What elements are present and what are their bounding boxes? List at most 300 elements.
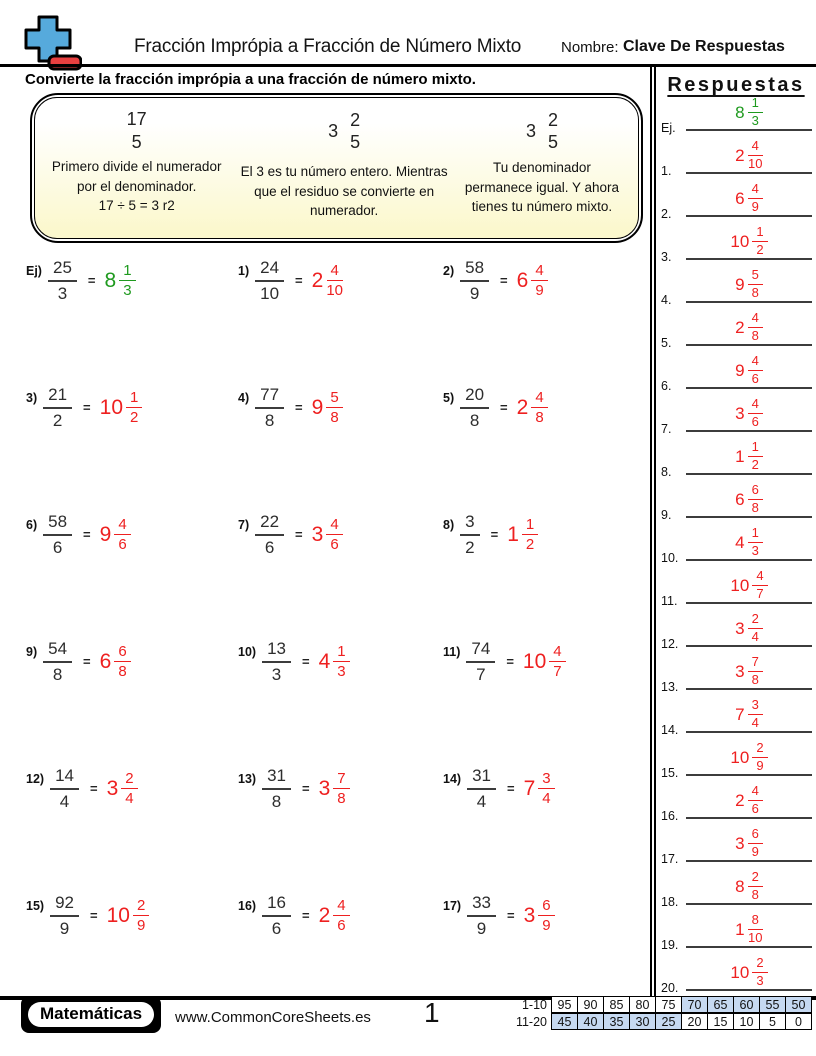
answer-fraction: [752, 569, 767, 602]
answer-row-label: 18.: [661, 895, 679, 909]
fraction-numerator: 3: [460, 512, 479, 536]
answer-fraction: [126, 389, 142, 427]
page-number: 1: [424, 997, 440, 1028]
answer-frac-denominator: 10: [747, 930, 763, 946]
equals-sign: =: [506, 654, 514, 669]
answer-frac-denominator: 6: [337, 917, 346, 934]
answer-fraction: [752, 956, 767, 989]
problem-label: 1): [238, 263, 250, 278]
answer-row: [656, 437, 816, 480]
answer-frac-denominator: 9: [756, 758, 764, 774]
answer-fraction: [121, 770, 137, 808]
improper-fraction: [262, 639, 291, 685]
answer-whole: 6: [735, 188, 745, 208]
improper-fraction: [255, 512, 284, 558]
answer-blank-line: [686, 731, 812, 733]
mixed-number-answer: [735, 483, 763, 516]
answer-whole: 1: [735, 446, 745, 466]
improper-fraction: [460, 512, 479, 558]
answer-row-label: 6.: [661, 379, 672, 393]
problem-item: [26, 766, 238, 812]
problem-item: [26, 385, 238, 431]
answer-blank-line: [686, 817, 812, 819]
answer-frac-denominator: 3: [123, 282, 132, 299]
answer-row-label: 1.: [661, 164, 672, 178]
answer-whole: 10: [730, 747, 750, 767]
mixed-number-answer: [524, 897, 555, 935]
equals-sign: =: [90, 781, 98, 796]
answer-frac-denominator: 10: [326, 282, 344, 299]
answer-frac-denominator: 4: [751, 715, 759, 731]
fraction-numerator: 16: [262, 893, 291, 917]
improper-fraction: [460, 385, 489, 431]
fraction-denominator: 6: [52, 537, 63, 557]
answer-fraction: [119, 262, 135, 300]
mixed-number-answer: [735, 268, 763, 301]
mixed-number-answer: [730, 225, 767, 258]
fraction-numerator: 31: [467, 766, 496, 790]
answer-frac-denominator: 3: [751, 113, 759, 129]
answer-frac-numerator: 7: [748, 655, 763, 672]
answer-row-value: [686, 225, 812, 258]
mixed-number-answer: [517, 262, 548, 300]
name-label: Nombre:: [561, 39, 619, 56]
answer-row: [656, 222, 816, 265]
mixed-number-answer: [735, 870, 763, 903]
grade-row: [510, 1014, 812, 1031]
answer-row-label: 15.: [661, 766, 679, 780]
equals-sign: =: [507, 781, 515, 796]
problem-item: [443, 639, 646, 685]
answer-whole: 3: [735, 833, 745, 853]
answer-blank-line: [686, 516, 812, 518]
answer-fraction: [748, 784, 763, 817]
fraction-denominator: 3: [57, 283, 68, 303]
answer-whole: 4: [735, 532, 745, 552]
answer-fraction: [549, 643, 565, 681]
answer-fraction: [748, 526, 763, 559]
mixed-number-answer: [735, 526, 763, 559]
equals-sign: =: [87, 273, 96, 288]
answer-frac-denominator: 8: [118, 663, 127, 680]
answer-whole: 2: [311, 268, 324, 292]
answer-fraction: [114, 516, 130, 554]
improper-fraction: [48, 258, 77, 304]
mixed-number-answer: [735, 96, 763, 129]
example-final-denominator: 5: [547, 132, 558, 152]
answer-row-value: [686, 397, 812, 430]
grade-cell: 50: [785, 996, 812, 1013]
grading-scale-table: [510, 997, 812, 1031]
mixed-number-answer: [730, 569, 767, 602]
mixed-number-answer: [735, 182, 763, 215]
fraction-numerator: 22: [255, 512, 284, 536]
mixed-number-answer: [312, 262, 343, 300]
fraction-numerator: 13: [262, 639, 291, 663]
answer-whole: 3: [735, 403, 745, 423]
answer-frac-numerator: 3: [748, 698, 763, 715]
fraction-numerator: 31: [262, 766, 291, 790]
answer-frac-denominator: 3: [756, 973, 764, 989]
answer-fraction: [748, 311, 763, 344]
problem-item: [238, 893, 443, 939]
improper-fraction: [255, 258, 284, 304]
example-step-2: [228, 108, 460, 232]
answer-whole: 4: [318, 649, 331, 673]
answer-blank-line: [686, 344, 812, 346]
answer-row-value: [686, 612, 812, 645]
answer-row-label: 4.: [661, 293, 672, 307]
answer-whole: 3: [311, 522, 324, 546]
grade-cell: 25: [655, 1013, 682, 1030]
answer-fraction: [326, 262, 343, 300]
answer-fraction: [333, 897, 349, 935]
fraction-numerator: 58: [43, 512, 72, 536]
answer-frac-numerator: 2: [752, 956, 767, 973]
answer-fraction: [326, 516, 342, 554]
equals-sign: =: [295, 273, 303, 288]
answer-frac-denominator: 2: [751, 457, 759, 473]
answer-frac-numerator: 8: [748, 913, 763, 930]
answer-row-value: [686, 483, 812, 516]
answer-fraction: [748, 354, 763, 387]
answer-frac-numerator: 1: [119, 262, 135, 281]
grade-cell: 15: [707, 1013, 734, 1030]
equals-sign: =: [500, 400, 508, 415]
example-mixed-number: [328, 108, 360, 154]
answer-frac-denominator: 4: [751, 629, 759, 645]
fraction-denominator: 2: [465, 537, 475, 557]
problem-label: 15): [26, 898, 45, 913]
page-title: Fracción Imprópia a Fracción de Número Mixto: [134, 36, 522, 57]
improper-fraction: [460, 258, 489, 304]
problem-label: 3): [26, 390, 38, 405]
grade-cell: 10: [733, 1013, 760, 1030]
footer: [0, 996, 816, 1036]
problem-label: 17): [443, 898, 462, 913]
answer-whole: 2: [516, 395, 529, 419]
fraction-numerator: 25: [48, 258, 77, 282]
improper-fraction: [43, 385, 72, 431]
answer-row: [656, 566, 816, 609]
answer-row-value: [686, 741, 812, 774]
answer-row-label: 20.: [661, 981, 679, 995]
answer-row-label: 13.: [661, 680, 679, 694]
problem-label: 5): [443, 390, 455, 405]
grade-cell: 80: [629, 996, 656, 1013]
answer-frac-denominator: 8: [751, 285, 759, 301]
example-final-mixed-number: [526, 108, 558, 154]
example-final-whole-number: 3: [525, 120, 536, 141]
fraction-numerator: 14: [50, 766, 79, 790]
problem-label: 12): [26, 771, 45, 786]
answer-whole: 10: [730, 962, 750, 982]
answer-blank-line: [686, 903, 812, 905]
fraction-numerator: 54: [43, 639, 72, 663]
improper-fraction: [467, 766, 496, 812]
answer-row-label: 14.: [661, 723, 679, 737]
problem-item: [443, 512, 646, 558]
answer-frac-numerator: 2: [133, 897, 149, 916]
answer-frac-denominator: 2: [130, 409, 139, 426]
answer-whole: 2: [735, 317, 745, 337]
answer-row-value: [686, 311, 812, 344]
improper-fraction: [466, 639, 495, 685]
answer-whole: 6: [516, 268, 529, 292]
mixed-number-answer: [730, 956, 767, 989]
answer-row: [656, 910, 816, 953]
answer-fraction: [752, 741, 767, 774]
answer-row-label: Ej.: [661, 121, 676, 135]
fraction-denominator: 10: [260, 283, 280, 303]
answer-row-label: 19.: [661, 938, 679, 952]
answer-fraction: [748, 397, 763, 430]
grade-cell: 40: [577, 1013, 604, 1030]
answer-frac-denominator: 6: [751, 371, 759, 387]
grade-row-label: 1-10: [521, 998, 547, 1012]
equals-sign: =: [500, 273, 508, 288]
answer-frac-denominator: 9: [751, 844, 759, 860]
grade-row-label: 11-20: [515, 1015, 547, 1029]
answer-fraction: [748, 96, 763, 129]
answer-blank-line: [686, 860, 812, 862]
answer-fraction: [748, 655, 763, 688]
improper-fraction: [43, 639, 72, 685]
example-step-3: [460, 108, 624, 232]
answer-frac-numerator: 6: [748, 827, 763, 844]
equals-sign: =: [302, 781, 310, 796]
mixed-number-answer: [735, 913, 763, 946]
grade-row: [510, 997, 812, 1014]
answer-frac-denominator: 6: [118, 536, 127, 553]
answer-frac-numerator: 4: [748, 397, 763, 414]
answer-fraction: [333, 643, 349, 681]
example-remainder-fraction: [350, 109, 360, 154]
problem-label: 2): [443, 263, 455, 278]
answer-frac-denominator: 9: [136, 917, 146, 934]
answer-frac-numerator: 6: [538, 897, 554, 916]
fraction-denominator: 6: [271, 918, 282, 938]
answer-fraction: [531, 389, 547, 427]
mixed-number-answer: [319, 770, 350, 808]
answer-row-value: [686, 913, 812, 946]
grade-cell: 65: [707, 996, 734, 1013]
answer-frac-numerator: 4: [114, 516, 130, 535]
answers-heading: Respuestas: [667, 74, 805, 96]
example-fraction: [127, 108, 147, 153]
answer-frac-numerator: 6: [748, 483, 763, 500]
fraction-denominator: 8: [469, 410, 480, 430]
answer-frac-numerator: 7: [333, 770, 349, 789]
mixed-number-answer: [524, 770, 555, 808]
mixed-number-answer: [100, 516, 131, 554]
answer-frac-numerator: 6: [114, 643, 130, 662]
answer-whole: 2: [318, 903, 331, 927]
answer-frac-numerator: 1: [752, 225, 767, 242]
mixed-number-answer: [319, 897, 350, 935]
answer-row-label: 5.: [661, 336, 672, 350]
answer-frac-denominator: 3: [751, 543, 759, 559]
answer-row: [656, 738, 816, 781]
fraction-denominator: 9: [469, 283, 480, 303]
example-remainder-denominator: 5: [350, 132, 361, 152]
answer-whole: 10: [522, 649, 547, 673]
answer-frac-numerator: 4: [327, 262, 343, 281]
answer-whole: 9: [735, 274, 745, 294]
answer-fraction: [748, 913, 763, 946]
instruction-text: Convierte la fracción imprópia a una fracción de número mixto.: [25, 71, 476, 88]
mixed-number-answer: [735, 655, 763, 688]
answer-blank-line: [686, 258, 812, 260]
answer-row: [656, 351, 816, 394]
grade-cell: 0: [785, 1013, 812, 1030]
answer-blank-line: [686, 946, 812, 948]
answer-fraction: [752, 225, 767, 258]
grade-cell: 85: [603, 996, 630, 1013]
answer-row-value: [686, 655, 812, 688]
answer-fraction: [531, 262, 547, 300]
problem-item: [238, 385, 443, 431]
grade-cell: 70: [681, 996, 708, 1013]
grade-cell: 5: [759, 1013, 786, 1030]
answer-blank-line: [686, 215, 812, 217]
answer-blank-line: [686, 387, 812, 389]
problem-item: [238, 766, 443, 812]
answer-frac-numerator: 5: [748, 268, 763, 285]
fraction-denominator: 4: [476, 791, 487, 811]
answer-fraction: [748, 139, 763, 172]
mixed-number-answer: [735, 784, 763, 817]
problem-item: [26, 512, 238, 558]
answer-frac-numerator: 2: [748, 612, 763, 629]
answer-row-label: 16.: [661, 809, 679, 823]
answer-frac-numerator: 4: [333, 897, 349, 916]
answer-row-label: 2.: [661, 207, 672, 221]
grade-cell: 90: [577, 996, 604, 1013]
answer-row: [656, 136, 816, 179]
equals-sign: =: [302, 908, 310, 923]
answer-whole: 10: [99, 395, 123, 419]
problem-label: 16): [238, 898, 257, 913]
answer-fraction: [748, 870, 763, 903]
mixed-number-answer: [517, 389, 548, 427]
answer-row-value: [686, 870, 812, 903]
answer-frac-denominator: 2: [756, 242, 764, 258]
answer-row: [656, 265, 816, 308]
answer-frac-numerator: 4: [326, 516, 342, 535]
answer-row: [656, 179, 816, 222]
problem-label: 14): [443, 771, 462, 786]
fraction-numerator: 21: [43, 385, 72, 409]
answer-frac-numerator: 2: [752, 741, 767, 758]
answer-fraction: [522, 516, 538, 554]
improper-fraction: [467, 893, 496, 939]
problem-item: [443, 766, 646, 812]
problem-item: [238, 639, 443, 685]
answer-frac-numerator: 4: [748, 311, 763, 328]
answer-frac-denominator: 10: [747, 156, 763, 172]
answer-frac-numerator: 5: [326, 389, 342, 408]
mixed-number-answer: [507, 516, 538, 554]
website-url: www.CommonCoreSheets.es: [175, 1009, 371, 1026]
problem-label: 10): [238, 644, 257, 659]
answer-frac-numerator: 4: [531, 262, 547, 281]
answer-row-value: [686, 96, 812, 129]
answer-row-value: [686, 440, 812, 473]
answer-whole: 3: [735, 661, 745, 681]
answer-frac-denominator: 2: [525, 536, 535, 553]
mixed-number-answer: [735, 397, 763, 430]
answer-whole: 7: [735, 704, 745, 724]
answer-frac-denominator: 3: [337, 663, 346, 680]
answer-row: [656, 781, 816, 824]
grade-cell: 35: [603, 1013, 630, 1030]
answer-frac-denominator: 6: [751, 801, 759, 817]
answer-whole: 6: [99, 649, 112, 673]
answer-frac-numerator: 4: [549, 643, 565, 662]
answer-whole: 3: [318, 776, 331, 800]
answer-whole: 10: [730, 575, 750, 595]
answer-frac-denominator: 4: [542, 790, 551, 807]
answer-row-label: 7.: [661, 422, 672, 436]
equals-sign: =: [295, 400, 303, 415]
equals-sign: =: [83, 400, 91, 415]
answer-fraction: [748, 612, 763, 645]
mixed-number-answer: [735, 354, 763, 387]
answer-fraction: [748, 268, 763, 301]
fraction-numerator: 74: [466, 639, 495, 663]
fraction-numerator: 33: [467, 893, 496, 917]
answer-row-label: 12.: [661, 637, 679, 651]
equals-sign: =: [83, 527, 91, 542]
answer-row-value: [686, 139, 812, 172]
answer-fraction: [114, 643, 130, 681]
problem-item: [238, 258, 443, 304]
example-final-fraction: [548, 109, 558, 154]
equals-sign: =: [302, 654, 310, 669]
mixed-number-answer: [312, 516, 343, 554]
fraction-numerator: 92: [50, 893, 79, 917]
grade-cell: 20: [681, 1013, 708, 1030]
answer-whole: 3: [735, 618, 745, 638]
example-division-equation: 17 ÷ 5 = 3 r2: [98, 198, 175, 214]
problem-label: 13): [238, 771, 257, 786]
answer-frac-numerator: 4: [752, 569, 767, 586]
example-final-numerator: 2: [547, 109, 558, 130]
answer-fraction: [333, 770, 349, 808]
answer-row-label: 8.: [661, 465, 672, 479]
answer-blank-line: [686, 430, 812, 432]
answer-frac-denominator: 8: [337, 790, 346, 807]
answer-whole: 2: [735, 790, 745, 810]
equals-sign: =: [507, 908, 515, 923]
answer-frac-denominator: 8: [751, 887, 759, 903]
answer-frac-numerator: 4: [531, 389, 547, 408]
answer-fraction: [748, 440, 763, 473]
answer-row-value: [686, 784, 812, 817]
fraction-denominator: 3: [271, 664, 282, 684]
answer-row: [656, 523, 816, 566]
answer-fraction: [133, 897, 149, 935]
answer-whole: 8: [104, 268, 117, 292]
answer-frac-numerator: 1: [522, 516, 538, 535]
mixed-number-answer: [735, 827, 763, 860]
answer-frac-denominator: 9: [542, 917, 551, 934]
answer-frac-denominator: 8: [751, 672, 759, 688]
answer-blank-line: [686, 473, 812, 475]
example-step-1-text: Primero divide el numerador por el denominador.: [51, 159, 222, 194]
problems-grid: [26, 217, 646, 979]
